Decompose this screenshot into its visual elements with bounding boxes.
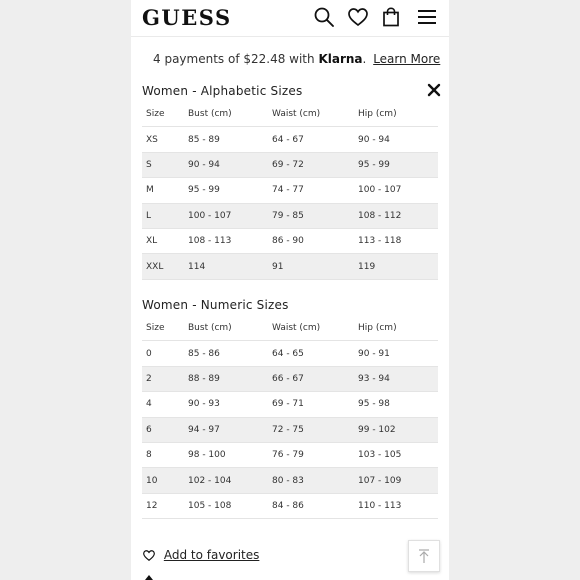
table-row <box>142 442 438 467</box>
table-cell: 80 - 83 <box>268 468 354 493</box>
numeric-sizes-title: Women - Numeric Sizes <box>142 298 289 312</box>
alphabetic-size-table <box>142 102 438 280</box>
search-icon[interactable] <box>313 6 335 28</box>
column-header: Bust (cm) <box>184 102 268 127</box>
heart-icon <box>142 549 156 562</box>
table-cell: XXL <box>142 254 184 279</box>
table-cell: 119 <box>354 254 438 279</box>
table-cell: 74 - 77 <box>268 178 354 203</box>
numeric-size-table <box>142 316 438 519</box>
column-header: Hip (cm) <box>354 316 438 341</box>
menu-icon[interactable] <box>416 6 438 28</box>
table-row <box>142 366 438 391</box>
table-cell: 86 - 90 <box>268 228 354 253</box>
table-cell: 90 - 93 <box>184 392 268 417</box>
table-cell: 100 - 107 <box>184 203 268 228</box>
table-cell: 99 - 102 <box>354 417 438 442</box>
table-cell: 64 - 67 <box>268 127 354 152</box>
table-cell: 94 - 97 <box>184 417 268 442</box>
table-cell: L <box>142 203 184 228</box>
table-cell: 103 - 105 <box>354 442 438 467</box>
table-cell: M <box>142 178 184 203</box>
table-header-row <box>142 102 438 127</box>
table-cell: 76 - 79 <box>268 442 354 467</box>
share-icon[interactable] <box>144 574 154 580</box>
guess-logo[interactable]: GUESS <box>142 5 232 30</box>
table-cell: 12 <box>142 493 184 518</box>
table-cell: 98 - 100 <box>184 442 268 467</box>
table-cell: 66 - 67 <box>268 366 354 391</box>
table-cell: 108 - 112 <box>354 203 438 228</box>
klarna-brand: Klarna <box>318 52 363 66</box>
table-header-row <box>142 316 438 341</box>
table-cell: 0 <box>142 341 184 366</box>
table-cell: XS <box>142 127 184 152</box>
klarna-prefix: 4 payments of $22.48 with <box>153 52 315 66</box>
table-cell: 85 - 86 <box>184 341 268 366</box>
size-guide-page <box>131 0 449 580</box>
table-cell: 72 - 75 <box>268 417 354 442</box>
heart-icon[interactable] <box>347 6 369 28</box>
table-cell: 105 - 108 <box>184 493 268 518</box>
site-header <box>131 0 449 37</box>
table-row <box>142 468 438 493</box>
table-cell: 84 - 86 <box>268 493 354 518</box>
table-row <box>142 203 438 228</box>
klarna-suffix: . <box>362 52 367 66</box>
table-cell: 90 - 94 <box>354 127 438 152</box>
table-cell: 64 - 65 <box>268 341 354 366</box>
table-cell: 107 - 109 <box>354 468 438 493</box>
table-row <box>142 178 438 203</box>
table-cell: 95 - 99 <box>184 178 268 203</box>
table-row <box>142 417 438 442</box>
table-cell: 90 - 94 <box>184 152 268 177</box>
learn-more-link[interactable]: Learn More <box>373 52 441 66</box>
add-to-favorites[interactable] <box>142 549 259 565</box>
table-cell: 10 <box>142 468 184 493</box>
table-row <box>142 493 438 518</box>
table-cell: 95 - 99 <box>354 152 438 177</box>
column-header: Hip (cm) <box>354 102 438 127</box>
table-cell: S <box>142 152 184 177</box>
arrow-up-icon <box>409 541 439 571</box>
table-cell: 108 - 113 <box>184 228 268 253</box>
table-cell: 69 - 71 <box>268 392 354 417</box>
column-header: Waist (cm) <box>268 102 354 127</box>
table-row <box>142 152 438 177</box>
table-cell: XL <box>142 228 184 253</box>
table-cell: 102 - 104 <box>184 468 268 493</box>
table-row <box>142 254 438 279</box>
table-row <box>142 127 438 152</box>
add-to-favorites-label: Add to favorites <box>163 548 260 562</box>
column-header: Size <box>142 316 184 341</box>
table-cell: 91 <box>268 254 354 279</box>
table-cell: 4 <box>142 392 184 417</box>
table-cell: 2 <box>142 366 184 391</box>
table-cell: 85 - 89 <box>184 127 268 152</box>
shopping-bag-icon[interactable] <box>380 6 402 28</box>
table-cell: 8 <box>142 442 184 467</box>
table-cell: 79 - 85 <box>268 203 354 228</box>
table-cell: 69 - 72 <box>268 152 354 177</box>
table-cell: 6 <box>142 417 184 442</box>
alphabetic-sizes-title: Women - Alphabetic Sizes <box>142 84 303 98</box>
table-cell: 100 - 107 <box>354 178 438 203</box>
close-icon[interactable] <box>427 83 441 97</box>
table-cell: 95 - 98 <box>354 392 438 417</box>
table-row <box>142 341 438 366</box>
table-cell: 88 - 89 <box>184 366 268 391</box>
table-cell: 114 <box>184 254 268 279</box>
back-to-top-button[interactable] <box>408 540 440 572</box>
table-row <box>142 228 438 253</box>
table-cell: 113 - 118 <box>354 228 438 253</box>
column-header: Size <box>142 102 184 127</box>
klarna-payment-message <box>153 52 440 66</box>
column-header: Waist (cm) <box>268 316 354 341</box>
table-cell: 110 - 113 <box>354 493 438 518</box>
table-row <box>142 392 438 417</box>
table-cell: 93 - 94 <box>354 366 438 391</box>
table-cell: 90 - 91 <box>354 341 438 366</box>
column-header: Bust (cm) <box>184 316 268 341</box>
